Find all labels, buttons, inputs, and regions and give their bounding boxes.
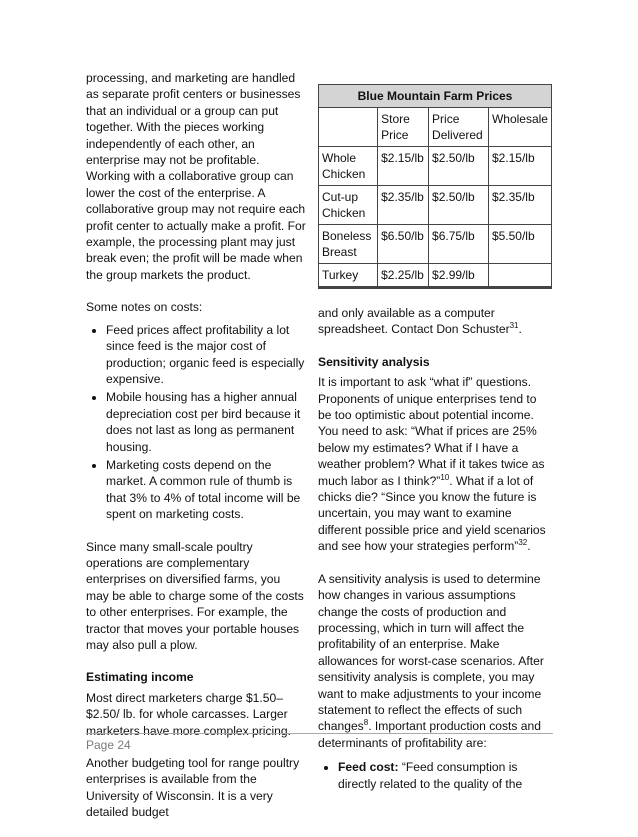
table-row [319,264,552,288]
table-header-cell: Wholesale [488,108,551,147]
profitability-list [318,759,552,792]
page-number: Page 24 [86,738,131,752]
what-if-text: It is important to ask “what if” questions. Proponents of unique enterprises tend to be too optimistic about potential income. You need to ask: “What if prices are 25% below my estimates? What if I have a weather problem? What if it takes twice as much labor as I think?” [318,375,545,488]
table-title: Blue Mountain Farm Prices [319,85,552,108]
list-item: • Marketing costs depend on the market. A common rule of thumb is that 3% to 4% of total income will be spent on marketing costs. [106,457,306,523]
table-cell: $6.75/lb [429,225,489,264]
footnote-ref: 31 [509,321,519,331]
list-item: • Feed prices affect profitability a lot since feed is the major cost of production; organic feed is especially expensive. [106,322,306,388]
left-column [86,70,306,837]
footnote-ref: 10 [440,472,450,482]
table-header-row [319,108,552,147]
table-cell: Whole Chicken [319,147,378,186]
list-item [338,759,552,792]
prices-table [318,84,552,289]
paragraph-budget-tool: Another budgeting tool for range poultry enterprises is available from the University of Wisconsin. It is a very detailed budget [86,756,300,820]
table-cell: Boneless Breast [319,225,378,264]
footer-divider [86,733,553,734]
right-column [318,70,552,794]
table-cell: $2.35/lb [378,186,429,225]
list-item: • Mobile housing has a higher annual depreciation cost per bird because it does not last as long as permanent housing. [106,389,306,455]
continuation-text: and only available as a computer spreadsheet. Contact Don Schuster [318,306,510,337]
definition-text-2: . Important production costs and determinants of profitability are: [318,719,541,750]
table-header-cell [319,108,378,147]
paragraph-complementary: Since many small-scale poultry operations are complementary enterprises on diversified farms, you may be able to charge some of the costs to other enterprises. For example, the tractor that moves your portable houses may also pull a plow. [86,539,304,652]
paragraph-direct-marketers: Most direct marketers charge $1.50–$2.50/ lb. for whole carcasses. Larger marketers have more complex pricing. [86,690,291,738]
table-cell [488,264,551,288]
table-cell: $2.35/lb [488,186,551,225]
table-cell: $2.15/lb [488,147,551,186]
table-header-cell: Price Delivered [429,108,489,147]
table-cell: $2.99/lb [429,264,489,288]
paragraph-continuation [318,305,552,338]
definition-text: A sensitivity analysis is used to determine how changes in various assumptions change the costs of production and processing, which in turn will affect the profitability of an enterprise. Make allowances for worst-case scenarios. After sensitivity analysis is complete, you may want to make adjustments to your income statement to reflect the effects of such changes [318,571,544,734]
table-cell: $6.50/lb [378,225,429,264]
heading-estimating-income: Estimating income [86,670,194,685]
table-cell: $5.50/lb [488,225,551,264]
heading-sensitivity-analysis: Sensitivity analysis [318,354,430,369]
table-cell: Turkey [319,264,378,288]
paragraph-sensitivity-definition [318,571,552,751]
table-row [319,186,552,225]
table-row [319,147,552,186]
cost-notes-list [86,322,306,523]
table-cell: Cut-up Chicken [319,186,378,225]
feed-cost-label: Feed cost: [338,760,399,775]
footnote-ref: 8 [363,718,369,728]
footnote-ref: 32 [518,538,528,548]
what-if-text-2: . What if a lot of chicks die? “Since you know the future is uncertain, you may want to examine different possible price and yield scenarios and see how your strategies perform” [318,473,546,554]
paragraph-profit-centers: processing, and marketing are handled as separate profit centers or businesses that an individual or a group can put together. With the pieces working independently of each other, an enterprise may not be profitable. Working with a collaborative group can lower the cost of the enterprise. A collaborative group may not require each profit center to actually make a profit. For example, the processing plant may just break even; the profit will be made when the group markets the product. [86,71,306,282]
paragraph-what-if [318,374,552,554]
table-title-row [319,85,552,108]
table-cell: $2.50/lb [429,147,489,186]
table-row [319,225,552,264]
table-header-cell: Store Price [378,108,429,147]
feed-cost-text: “Feed consumption is directly related to the quality of the [338,760,523,791]
table-cell: $2.50/lb [429,186,489,225]
table-cell: $2.15/lb [378,147,429,186]
continuation-end: . [518,322,522,337]
what-if-end: . [527,539,531,554]
notes-intro: Some notes on costs: [86,300,203,315]
table-cell: $2.25/lb [378,264,429,288]
